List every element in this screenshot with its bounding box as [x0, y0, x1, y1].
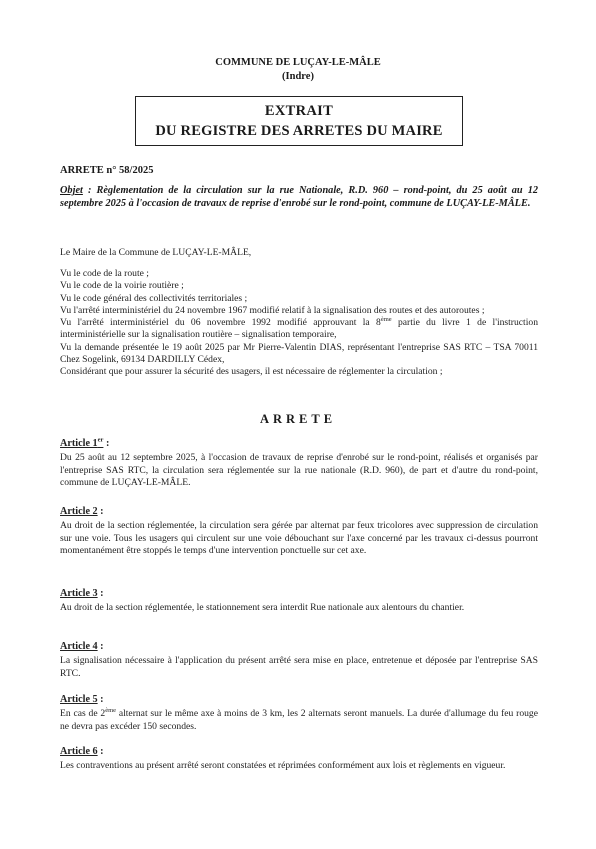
article-title	[60, 438, 538, 450]
article-body	[60, 708, 538, 733]
visa-line	[60, 317, 538, 342]
visa-text: Vu l'arrêté interministériel du 06 novembre 1992 modifié approuvant la 8	[60, 317, 381, 329]
article-body: Du 25 août au 12 septembre 2025, à l'occasion de travaux de reprise d'enrobé sur le rond-point, réalisés et organisés par l'entreprise SAS RTC, la circulation sera réglementée sur la rue nationale (R.D. 960), de part et d'autre du rond-point, commune de LUÇAY-LE-MÂLE.	[60, 452, 538, 488]
article-title-text: Article 3	[60, 588, 98, 599]
maire-line: Le Maire de la Commune de LUÇAY-LE-MÂLE,	[60, 247, 252, 258]
article-title-text: Article 6	[60, 746, 98, 757]
commune-name: COMMUNE DE LUÇAY-LE-MÂLE	[215, 57, 381, 68]
article-title-suffix: :	[97, 588, 104, 599]
considerant-line: Considérant que pour assurer la sécurité des usagers, il est nécessaire de réglementer la circulation ;	[60, 366, 443, 378]
article-title-suffix: :	[97, 641, 104, 652]
arrete-heading: ARRETE	[259, 412, 337, 426]
article-title-text: Article 5	[60, 694, 98, 705]
article-title-sup: er	[97, 436, 104, 444]
article-title-text: Article 1	[60, 438, 98, 449]
article-title-text: Article 2	[60, 506, 98, 517]
article-title	[60, 588, 538, 600]
article-title-suffix: :	[103, 438, 110, 449]
article-title	[60, 694, 538, 706]
objet-label: Objet	[60, 185, 83, 196]
article-title	[60, 506, 538, 518]
article-title-suffix: :	[97, 694, 104, 705]
article-title-suffix: :	[97, 746, 104, 757]
article-title-text: Article 4	[60, 641, 98, 652]
document-title-box	[135, 96, 463, 146]
arrete-number: ARRETE n° 58/2025	[60, 165, 154, 176]
visa-line: Vu le code de la voirie routière ;	[60, 280, 184, 292]
title-line-2: DU REGISTRE DES ARRETES DU MAIRE	[155, 123, 443, 139]
article-body: La signalisation nécessaire à l'application du présent arrêté sera mise en place, entretenue et déposée par l'entreprise SAS RTC.	[60, 655, 538, 679]
article-4	[60, 641, 538, 680]
title-line-1: EXTRAIT	[264, 103, 334, 119]
article-body: Au droit de la section réglementée, la circulation sera gérée par alternat par feux tricolores avec suppression de circulation sur une voie. Tous les usagers qui circulent sur une voie débouchant sur l'axe concerné par les travaux ci-dessus pourront momentanément être stoppés le temps d'une intervention ponctuelle sur cet axe.	[60, 520, 538, 556]
article-1	[60, 438, 538, 489]
objet-text: : Règlementation de la circulation sur la rue Nationale, R.D. 960 – rond-point, du 25 août au 12 septembre 2025 à l'occasion de travaux de reprise d'enrobé sur le rond-point, commune de LUÇAY-LE-MÂLE.	[60, 185, 538, 209]
visa-line: Vu la demande présentée le 19 août 2025 par Mr Pierre-Valentin DIAS, représentant l'entreprise SAS RTC – TSA 70011 Chez Sogelink, 69134 DARDILLY Cédex,	[60, 341, 538, 366]
objet-paragraph	[60, 184, 538, 210]
article-3	[60, 588, 538, 615]
visa-text: partie du livre 1 de l'instruction interministérielle sur la signalisation routière – signalisation temporaire,	[60, 317, 538, 341]
article-5	[60, 694, 538, 733]
article-body: Les contraventions au présent arrêté seront constatées et réprimées conformément aux lois et règlements en vigueur.	[60, 760, 506, 772]
letterhead	[0, 56, 596, 84]
article-body-text: En cas de 2	[60, 708, 106, 720]
visa-line: Vu l'arrêté interministériel du 24 novembre 1967 modifié relatif à la signalisation des routes et des autoroutes ;	[60, 304, 485, 316]
article-6	[60, 746, 538, 773]
article-2	[60, 506, 538, 557]
article-title-suffix: :	[97, 506, 104, 517]
article-title	[60, 746, 538, 758]
visa-line: Vu le code de la route ;	[60, 268, 149, 279]
visa-line: Vu le code général des collectivités territoriales ;	[60, 292, 248, 304]
departement: (Indre)	[282, 71, 314, 82]
visas-block	[60, 268, 538, 379]
visa-sup: ème	[380, 316, 392, 323]
article-title	[60, 641, 538, 653]
article-body: Au droit de la section réglementée, le stationnement sera interdit Rue nationale aux alentours du chantier.	[60, 602, 465, 614]
article-body-text: alternat sur le même axe à moins de 3 km, les 2 alternats seront manuels. La durée d'allumage du feu rouge ne devra pas excéder 150 secondes.	[60, 708, 538, 732]
article-body-sup: ème	[105, 707, 117, 715]
